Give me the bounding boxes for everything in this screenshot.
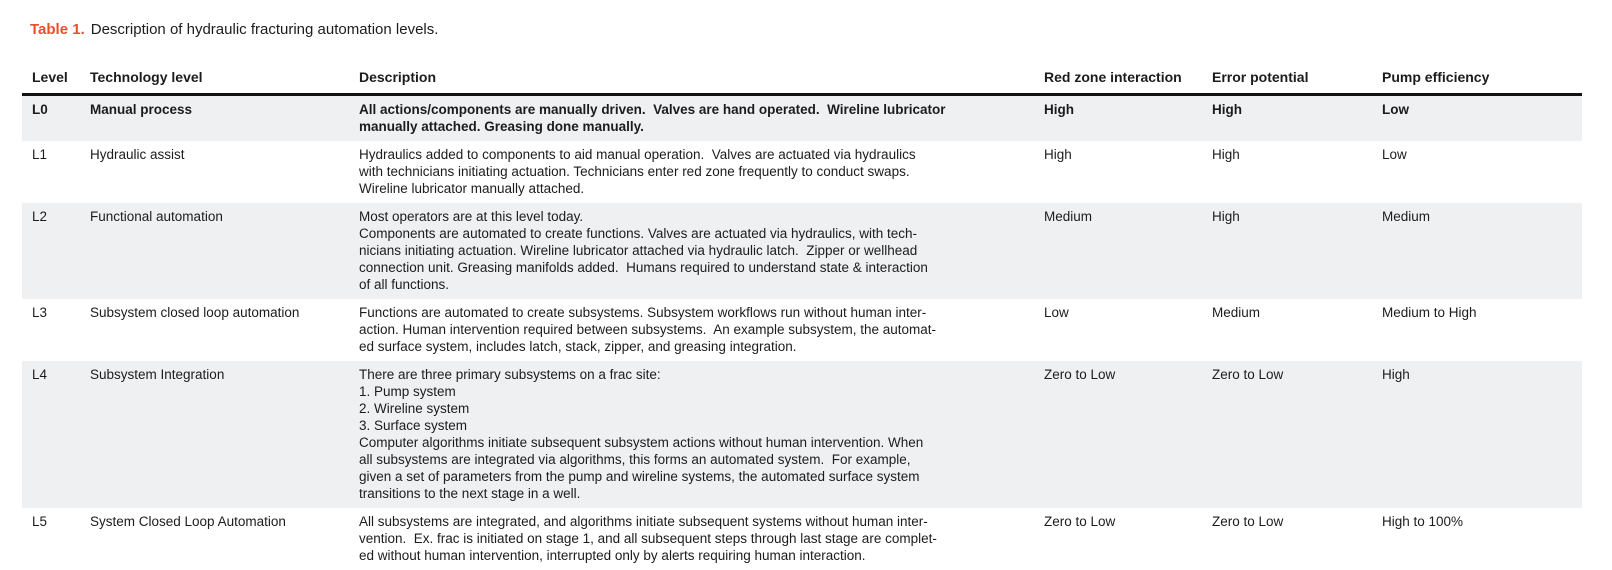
- column-header-description: Description: [359, 65, 1044, 95]
- cell-error-potential: High: [1212, 95, 1382, 142]
- description-line: ed without human intervention, interrupted only by alerts requiring human interaction.: [359, 547, 1038, 564]
- cell-red-zone-interaction: High: [1044, 141, 1212, 203]
- description-line: all subsystems are integrated via algorithms, this forms an automated system. For example,: [359, 451, 1038, 468]
- table-row: [22, 141, 1582, 203]
- column-header-technology-level: Technology level: [90, 65, 359, 95]
- description-line: transitions to the next stage in a well.: [359, 485, 1038, 502]
- description-line: connection unit. Greasing manifolds added. Humans required to understand state & interaction: [359, 259, 1038, 276]
- description-line: manually attached. Greasing done manually.: [359, 118, 1038, 135]
- cell-red-zone-interaction: Zero to Low: [1044, 508, 1212, 570]
- description-line: vention. Ex. frac is initiated on stage 1, and all subsequent steps through last stage are complet-: [359, 530, 1038, 547]
- description-line: of all functions.: [359, 276, 1038, 293]
- description-line: Wireline lubricator manually attached.: [359, 180, 1038, 197]
- description-line: There are three primary subsystems on a frac site:: [359, 366, 1038, 383]
- automation-levels-table: [22, 65, 1582, 570]
- description-line: All subsystems are integrated, and algorithms initiate subsequent systems without human inter-: [359, 513, 1038, 530]
- cell-level: L4: [22, 361, 90, 508]
- cell-red-zone-interaction: Low: [1044, 299, 1212, 361]
- column-header-error-potential: Error potential: [1212, 65, 1382, 95]
- table-caption-label: Table 1.: [30, 21, 85, 38]
- description-line: with technicians initiating actuation. Technicians enter red zone frequently to conduct swaps.: [359, 163, 1038, 180]
- description-line: nicians initiating actuation. Wireline lubricator attached via hydraulic latch. Zipper or wellhead: [359, 242, 1038, 259]
- column-header-red-zone-interaction: Red zone interaction: [1044, 65, 1212, 95]
- cell-pump-efficiency: Medium: [1382, 203, 1582, 299]
- cell-pump-efficiency: High to 100%: [1382, 508, 1582, 570]
- cell-pump-efficiency: Low: [1382, 95, 1582, 142]
- description-line: 3. Surface system: [359, 417, 1038, 434]
- description-line: ed surface system, includes latch, stack, zipper, and greasing integration.: [359, 338, 1038, 355]
- cell-pump-efficiency: Medium to High: [1382, 299, 1582, 361]
- table-header: [22, 65, 1582, 95]
- description-line: Components are automated to create functions. Valves are actuated via hydraulics, with tech-: [359, 225, 1038, 242]
- cell-description: [359, 508, 1044, 570]
- table-caption: [30, 20, 1612, 39]
- cell-red-zone-interaction: High: [1044, 95, 1212, 142]
- table-header-row: [22, 65, 1582, 95]
- cell-description: [359, 361, 1044, 508]
- cell-error-potential: Zero to Low: [1212, 508, 1382, 570]
- cell-red-zone-interaction: Zero to Low: [1044, 361, 1212, 508]
- table-row: [22, 95, 1582, 142]
- description-line: Hydraulics added to components to aid manual operation. Valves are actuated via hydraulics: [359, 146, 1038, 163]
- description-line: given a set of parameters from the pump and wireline systems, the automated surface system: [359, 468, 1038, 485]
- cell-level: L3: [22, 299, 90, 361]
- cell-description: [359, 141, 1044, 203]
- cell-error-potential: High: [1212, 141, 1382, 203]
- description-line: Functions are automated to create subsystems. Subsystem workflows run without human inter-: [359, 304, 1038, 321]
- cell-description: [359, 95, 1044, 142]
- description-line: action. Human intervention required between subsystems. An example subsystem, the automat-: [359, 321, 1038, 338]
- cell-technology-level: Subsystem Integration: [90, 361, 359, 508]
- column-header-pump-efficiency: Pump efficiency: [1382, 65, 1582, 95]
- column-header-level: Level: [22, 65, 90, 95]
- table-row: [22, 508, 1582, 570]
- cell-pump-efficiency: High: [1382, 361, 1582, 508]
- description-line: 1. Pump system: [359, 383, 1038, 400]
- table-caption-text: Description of hydraulic fracturing automation levels.: [91, 21, 439, 38]
- description-line: Computer algorithms initiate subsequent subsystem actions without human intervention. When: [359, 434, 1038, 451]
- cell-level: L2: [22, 203, 90, 299]
- cell-technology-level: Hydraulic assist: [90, 141, 359, 203]
- cell-error-potential: Medium: [1212, 299, 1382, 361]
- cell-level: L1: [22, 141, 90, 203]
- table-row: [22, 299, 1582, 361]
- cell-technology-level: Subsystem closed loop automation: [90, 299, 359, 361]
- table-row: [22, 203, 1582, 299]
- cell-level: L0: [22, 95, 90, 142]
- cell-description: [359, 203, 1044, 299]
- cell-red-zone-interaction: Medium: [1044, 203, 1212, 299]
- cell-technology-level: System Closed Loop Automation: [90, 508, 359, 570]
- cell-error-potential: High: [1212, 203, 1382, 299]
- table-row: [22, 361, 1582, 508]
- cell-technology-level: Functional automation: [90, 203, 359, 299]
- cell-technology-level: Manual process: [90, 95, 359, 142]
- cell-error-potential: Zero to Low: [1212, 361, 1382, 508]
- description-line: Most operators are at this level today.: [359, 208, 1038, 225]
- table-body: [22, 95, 1582, 570]
- description-line: 2. Wireline system: [359, 400, 1038, 417]
- cell-description: [359, 299, 1044, 361]
- description-line: All actions/components are manually driven. Valves are hand operated. Wireline lubricator: [359, 101, 1038, 118]
- cell-level: L5: [22, 508, 90, 570]
- cell-pump-efficiency: Low: [1382, 141, 1582, 203]
